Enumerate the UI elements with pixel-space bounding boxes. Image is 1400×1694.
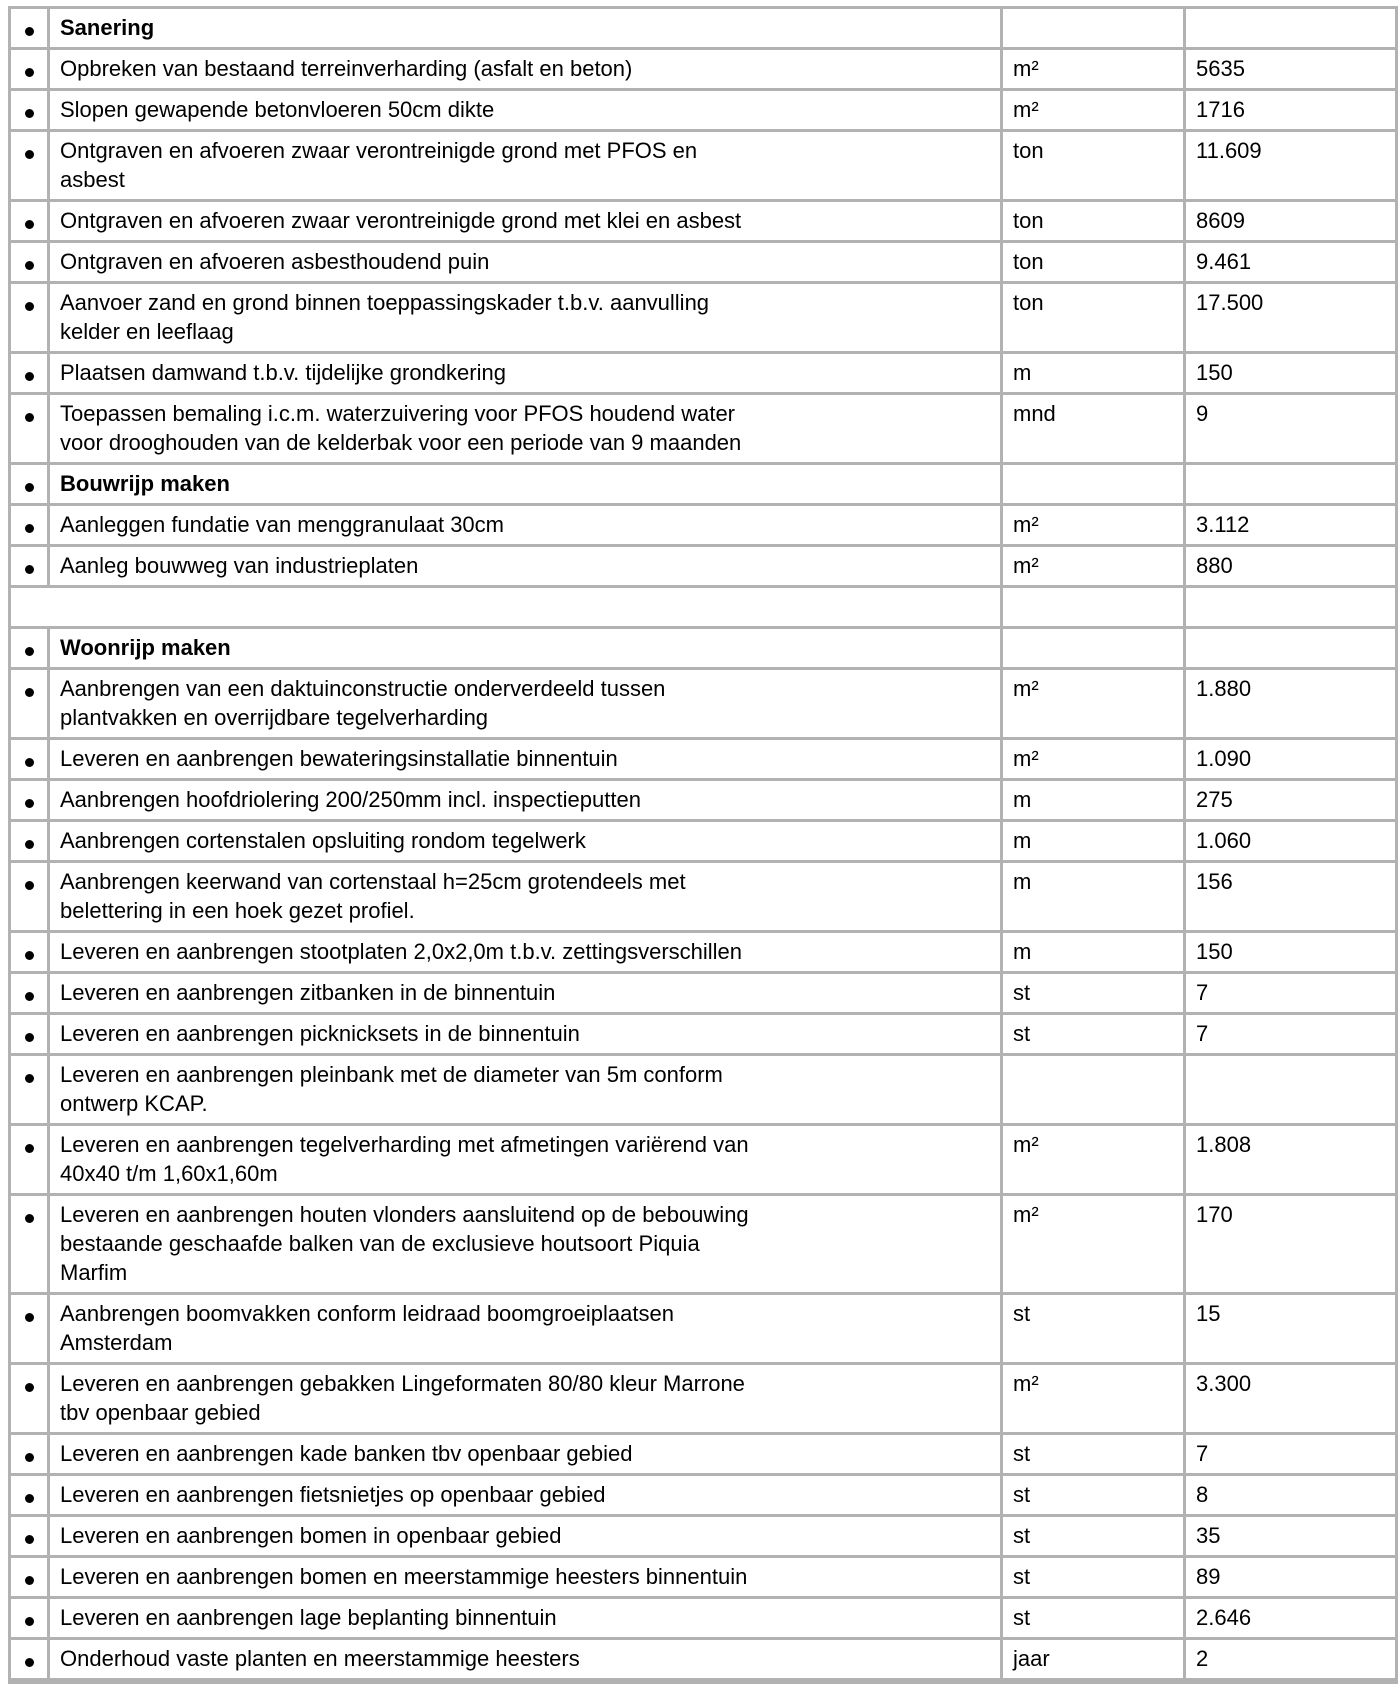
work-item-row (10, 283, 1397, 353)
work-item-row (10, 932, 1397, 973)
description-text: Aanbrengen hoofdriolering 200/250mm incl. inspectieputten (60, 787, 641, 812)
bullet-cell (10, 821, 49, 862)
bullet-cell (10, 131, 49, 201)
description-cell (49, 1639, 1002, 1682)
description-cell (49, 1557, 1002, 1598)
work-item-row (10, 1364, 1397, 1434)
spacer-row (10, 587, 1397, 628)
bullet-icon (25, 799, 34, 808)
document-page (0, 6, 1400, 1694)
bullet-icon (25, 992, 34, 1001)
work-item-row (10, 1516, 1397, 1557)
quantity-cell: 5635 (1185, 49, 1397, 90)
description-cell (49, 739, 1002, 780)
merged-bullet-description-cell (10, 587, 1002, 628)
bullet-cell (10, 973, 49, 1014)
description-text: Toepassen bemaling i.c.m. waterzuivering voor PFOS houdend water voor drooghouden van de kelderbak voor een periode van 9 maanden (60, 401, 742, 455)
unit-cell: ton (1002, 201, 1185, 242)
description-text: Plaatsen damwand t.b.v. tijdelijke grondkering (60, 360, 506, 385)
bullet-icon (25, 150, 34, 159)
section-header-row (10, 464, 1397, 505)
description-cell (49, 131, 1002, 201)
description-cell (49, 464, 1002, 505)
section-header-row (10, 8, 1397, 49)
quantity-cell: 9 (1185, 394, 1397, 464)
unit-cell: m² (1002, 505, 1185, 546)
quantity-cell: 1.880 (1185, 669, 1397, 739)
description-cell (49, 8, 1002, 49)
unit-cell: st (1002, 1557, 1185, 1598)
work-item-row (10, 131, 1397, 201)
bullet-icon (25, 647, 34, 656)
unit-cell (1002, 628, 1185, 669)
work-item-row (10, 505, 1397, 546)
bullet-cell (10, 394, 49, 464)
bullet-cell (10, 90, 49, 131)
unit-cell: m² (1002, 546, 1185, 587)
work-item-row (10, 1557, 1397, 1598)
work-item-row (10, 973, 1397, 1014)
quantity-cell: 9.461 (1185, 242, 1397, 283)
description-cell (49, 1294, 1002, 1364)
quantity-cell: 3.112 (1185, 505, 1397, 546)
quantity-cell: 1.060 (1185, 821, 1397, 862)
bullet-icon (25, 1074, 34, 1083)
bullet-icon (25, 220, 34, 229)
work-item-row (10, 1195, 1397, 1294)
description-text: Leveren en aanbrengen bewateringsinstallatie binnentuin (60, 746, 618, 771)
quantity-cell: 170 (1185, 1195, 1397, 1294)
unit-cell: st (1002, 1434, 1185, 1475)
description-text: Aanleg bouwweg van industrieplaten (60, 553, 419, 578)
bullet-icon (25, 261, 34, 270)
bullet-icon (25, 1658, 34, 1667)
description-cell (49, 1195, 1002, 1294)
bullet-icon (25, 302, 34, 311)
work-item-row (10, 1125, 1397, 1195)
bullet-icon (25, 1494, 34, 1503)
work-items-table (8, 6, 1398, 1684)
bullet-cell (10, 1475, 49, 1516)
description-text: Leveren en aanbrengen pleinbank met de diameter van 5m conform ontwerp KCAP. (60, 1062, 723, 1116)
unit-cell (1002, 587, 1185, 628)
work-item-row (10, 669, 1397, 739)
description-cell (49, 628, 1002, 669)
unit-cell: m² (1002, 1125, 1185, 1195)
quantity-cell (1185, 1055, 1397, 1125)
work-item-row (10, 353, 1397, 394)
work-item-row (10, 1014, 1397, 1055)
description-text: Aanbrengen keerwand van cortenstaal h=25cm grotendeels met belettering in een hoek gezet profiel. (60, 869, 686, 923)
bullet-cell (10, 1557, 49, 1598)
quantity-cell: 11.609 (1185, 131, 1397, 201)
description-text: Woonrijp maken (60, 635, 231, 660)
quantity-cell: 3.300 (1185, 1364, 1397, 1434)
bullet-cell (10, 1055, 49, 1125)
description-cell (49, 821, 1002, 862)
quantity-cell: 35 (1185, 1516, 1397, 1557)
description-text: Ontgraven en afvoeren zwaar verontreinigde grond met PFOS en asbest (60, 138, 698, 192)
bullet-icon (25, 1144, 34, 1153)
unit-cell: m² (1002, 49, 1185, 90)
bullet-icon (25, 688, 34, 697)
quantity-cell: 2 (1185, 1639, 1397, 1682)
bullet-icon (25, 758, 34, 767)
bullet-cell (10, 505, 49, 546)
bullet-cell (10, 739, 49, 780)
work-items-table-body (10, 8, 1397, 1682)
description-text: Leveren en aanbrengen fietsnietjes op openbaar gebied (60, 1482, 606, 1507)
quantity-cell: 150 (1185, 353, 1397, 394)
bullet-icon (25, 1383, 34, 1392)
unit-cell: st (1002, 1516, 1185, 1557)
bullet-cell (10, 1125, 49, 1195)
description-text: Bouwrijp maken (60, 471, 230, 496)
description-cell (49, 242, 1002, 283)
bullet-icon (25, 951, 34, 960)
unit-cell: ton (1002, 242, 1185, 283)
quantity-cell (1185, 628, 1397, 669)
quantity-cell: 1716 (1185, 90, 1397, 131)
bullet-icon (25, 68, 34, 77)
description-text: Leveren en aanbrengen stootplaten 2,0x2,0m t.b.v. zettingsverschillen (60, 939, 743, 964)
unit-cell (1002, 1055, 1185, 1125)
bullet-icon (25, 109, 34, 118)
work-item-row (10, 1294, 1397, 1364)
unit-cell: ton (1002, 131, 1185, 201)
description-cell (49, 49, 1002, 90)
description-text: Aanvoer zand en grond binnen toeppassingskader t.b.v. aanvulling kelder en leeflaag (60, 290, 710, 344)
description-text: Aanbrengen van een daktuinconstructie onderverdeeld tussen plantvakken en overrijdbare tegelverharding (60, 676, 666, 730)
unit-cell: m² (1002, 739, 1185, 780)
bullet-icon (25, 524, 34, 533)
description-text: Sanering (60, 15, 155, 40)
work-item-row (10, 1434, 1397, 1475)
unit-cell: m (1002, 821, 1185, 862)
work-item-row (10, 780, 1397, 821)
work-item-row (10, 1598, 1397, 1639)
bullet-cell (10, 201, 49, 242)
work-item-row (10, 201, 1397, 242)
work-item-row (10, 1639, 1397, 1682)
quantity-cell (1185, 8, 1397, 49)
quantity-cell: 7 (1185, 973, 1397, 1014)
description-cell (49, 669, 1002, 739)
description-text: Leveren en aanbrengen gebakken Lingeformaten 80/80 kleur Marrone tbv openbaar gebied (60, 1371, 745, 1425)
unit-cell: m² (1002, 1364, 1185, 1434)
description-text: Leveren en aanbrengen houten vlonders aansluitend op de bebouwing bestaande geschaafde balken van de exclusieve houtsoort Piquia Marfim (60, 1202, 749, 1285)
bullet-icon (25, 1535, 34, 1544)
description-text: Ontgraven en afvoeren zwaar verontreinigde grond met klei en asbest (60, 208, 742, 233)
unit-cell: m² (1002, 669, 1185, 739)
bullet-icon (25, 881, 34, 890)
unit-cell: mnd (1002, 394, 1185, 464)
quantity-cell: 1.808 (1185, 1125, 1397, 1195)
description-cell (49, 862, 1002, 932)
description-cell (49, 1125, 1002, 1195)
unit-cell: st (1002, 1475, 1185, 1516)
bullet-cell (10, 283, 49, 353)
unit-cell: m (1002, 353, 1185, 394)
bullet-cell (10, 49, 49, 90)
bullet-icon (25, 413, 34, 422)
quantity-cell: 89 (1185, 1557, 1397, 1598)
bullet-cell (10, 353, 49, 394)
description-cell (49, 1434, 1002, 1475)
unit-cell: st (1002, 1294, 1185, 1364)
description-text: Leveren en aanbrengen bomen in openbaar gebied (60, 1523, 562, 1548)
bullet-cell (10, 1294, 49, 1364)
bullet-cell (10, 1195, 49, 1294)
unit-cell: st (1002, 1598, 1185, 1639)
quantity-cell: 8 (1185, 1475, 1397, 1516)
description-cell (49, 1364, 1002, 1434)
bullet-icon (25, 1313, 34, 1322)
quantity-cell: 156 (1185, 862, 1397, 932)
unit-cell: ton (1002, 283, 1185, 353)
description-text: Slopen gewapende betonvloeren 50cm dikte (60, 97, 495, 122)
description-text: Opbreken van bestaand terreinverharding (asfalt en beton) (60, 56, 633, 81)
bullet-cell (10, 1598, 49, 1639)
work-item-row (10, 49, 1397, 90)
bullet-cell (10, 669, 49, 739)
bullet-icon (25, 372, 34, 381)
description-cell (49, 394, 1002, 464)
bullet-icon (25, 483, 34, 492)
description-text: Leveren en aanbrengen tegelverharding met afmetingen variërend van 40x40 t/m 1,60x1,60m (60, 1132, 749, 1186)
description-cell (49, 932, 1002, 973)
section-header-row (10, 628, 1397, 669)
bullet-cell (10, 932, 49, 973)
description-cell (49, 780, 1002, 821)
quantity-cell: 880 (1185, 546, 1397, 587)
bullet-icon (25, 840, 34, 849)
unit-cell: m (1002, 780, 1185, 821)
bullet-icon (25, 1576, 34, 1585)
work-item-row (10, 821, 1397, 862)
bullet-cell (10, 862, 49, 932)
work-item-row (10, 862, 1397, 932)
description-cell (49, 1598, 1002, 1639)
work-item-row (10, 90, 1397, 131)
bullet-icon (25, 27, 34, 36)
quantity-cell: 1.090 (1185, 739, 1397, 780)
work-item-row (10, 242, 1397, 283)
description-text: Leveren en aanbrengen lage beplanting binnentuin (60, 1605, 557, 1630)
work-item-row (10, 546, 1397, 587)
description-cell (49, 353, 1002, 394)
quantity-cell: 15 (1185, 1294, 1397, 1364)
quantity-cell: 275 (1185, 780, 1397, 821)
quantity-cell: 8609 (1185, 201, 1397, 242)
bullet-icon (25, 1033, 34, 1042)
work-item-row (10, 1055, 1397, 1125)
bullet-cell (10, 242, 49, 283)
description-text: Aanbrengen cortenstalen opsluiting rondom tegelwerk (60, 828, 586, 853)
bullet-cell (10, 628, 49, 669)
unit-cell: m (1002, 932, 1185, 973)
unit-cell (1002, 464, 1185, 505)
description-cell (49, 1516, 1002, 1557)
bullet-cell (10, 780, 49, 821)
description-cell (49, 1014, 1002, 1055)
bullet-cell (10, 464, 49, 505)
unit-cell: st (1002, 1014, 1185, 1055)
unit-cell: st (1002, 973, 1185, 1014)
quantity-cell: 150 (1185, 932, 1397, 973)
unit-cell: m (1002, 862, 1185, 932)
quantity-cell: 17.500 (1185, 283, 1397, 353)
description-cell (49, 90, 1002, 131)
unit-cell: m² (1002, 1195, 1185, 1294)
description-text: Leveren en aanbrengen zitbanken in de binnentuin (60, 980, 556, 1005)
description-text: Onderhoud vaste planten en meerstammige heesters (60, 1646, 580, 1671)
description-cell (49, 283, 1002, 353)
description-text: Leveren en aanbrengen picknicksets in de binnentuin (60, 1021, 580, 1046)
quantity-cell: 7 (1185, 1434, 1397, 1475)
quantity-cell: 2.646 (1185, 1598, 1397, 1639)
bullet-cell (10, 546, 49, 587)
description-cell (49, 1475, 1002, 1516)
bullet-cell (10, 8, 49, 49)
bullet-icon (25, 1453, 34, 1462)
bullet-cell (10, 1639, 49, 1682)
description-text: Aanbrengen boomvakken conform leidraad boomgroeiplaatsen Amsterdam (60, 1301, 674, 1355)
unit-cell: m² (1002, 90, 1185, 131)
description-cell (49, 1055, 1002, 1125)
description-text: Leveren en aanbrengen kade banken tbv openbaar gebied (60, 1441, 633, 1466)
unit-cell: jaar (1002, 1639, 1185, 1682)
quantity-cell: 7 (1185, 1014, 1397, 1055)
description-cell (49, 201, 1002, 242)
description-cell (49, 973, 1002, 1014)
quantity-cell (1185, 464, 1397, 505)
bullet-cell (10, 1364, 49, 1434)
description-text: Aanleggen fundatie van menggranulaat 30cm (60, 512, 504, 537)
bullet-cell (10, 1014, 49, 1055)
work-item-row (10, 1475, 1397, 1516)
description-text: Leveren en aanbrengen bomen en meerstammige heesters binnentuin (60, 1564, 748, 1589)
quantity-cell (1185, 587, 1397, 628)
description-cell (49, 546, 1002, 587)
description-text: Ontgraven en afvoeren asbesthoudend puin (60, 249, 490, 274)
bullet-icon (25, 565, 34, 574)
description-cell (49, 505, 1002, 546)
work-item-row (10, 739, 1397, 780)
work-item-row (10, 394, 1397, 464)
bullet-icon (25, 1214, 34, 1223)
unit-cell (1002, 8, 1185, 49)
bullet-cell (10, 1434, 49, 1475)
bullet-icon (25, 1617, 34, 1626)
bullet-cell (10, 1516, 49, 1557)
